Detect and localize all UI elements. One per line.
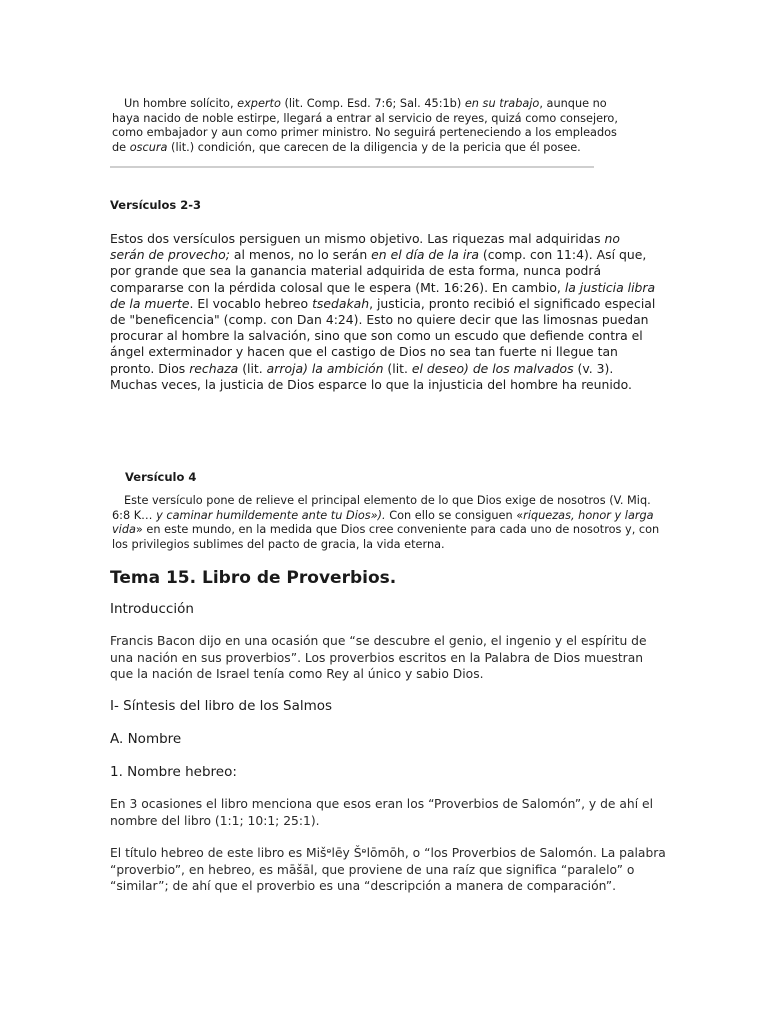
paragraph-riquezas: Estos dos versículos persiguen un mismo objetivo. Las riquezas mal adquiridas no serán de provecho; al menos, no lo serán en el día de la ira (comp. con 11:4). Así que, por grande que sea la ganancia material adquirida de esta forma, nunca podrá compararse con la pérdida colosal que le espera (Mt. 16:26). En cambio, la justicia libra de la muerte. El vocablo hebreo tsedakah, justicia, pronto recibió el significado especial de "beneficencia" (comp. con Dan 4:24). Esto no quiere decir que las limosnas puedan procurar al hombre la salvación, sino que son como un escudo que defiende contra el ángel exterminador y hacen que el castigo de Dios no sea tan fuerte ni llegue tan pronto. Dios rechaza (lit. arroja) la ambición (lit. el deseo) de los malvados (v. 3). Muchas veces, la justicia de Dios esparce lo que la injusticia del hombre ha reunido. [110,231,656,392]
heading-nombre: A. Nombre [110,731,182,747]
tema-title: Tema 15. Libro de Proverbios. [110,568,397,588]
paragraph-experto: Un hombre solícito, experto (lit. Comp. Esd. 7:6; Sal. 45:1b) en su trabajo, aunque no haya nacido de noble estirpe, llegará a entrar al servicio de reyes, quizá como consejero, como embajador y aun como primer ministro. No seguirá perteneciendo a los empleados de oscura (lit.) condición, que carecen de la diligencia y de la pericia que él posee. [112,97,618,154]
heading-versiculos-2-3: Versículos 2-3 [110,198,202,212]
paragraph-versiculo-4: Este versículo pone de relieve el principal elemento de lo que Dios exige de nosotros (V. Miq. 6:8 K… y caminar humildemente ante tu Dios»). Con ello se consiguen «riquezas, honor y larga vida» en este mundo, en la medida que Dios cree conveniente para cada uno de nosotros y, con los privilegios sublimes del pacto de gracia, la vida eterna. [112,494,660,551]
heading-introduccion: Introducción [110,601,194,617]
paragraph-titulo-hebreo: El título hebreo de este libro es Mišᶱlēy Šᶱlōmōh, o “los Proverbios de Salomón. La palabra “proverbio”, en hebreo, es māšāl, que proviene de una raíz que significa “paralelo” o “similar”; de ahí que el proverbio es una “descripción a manera de comparación”. [110,846,666,894]
heading-nombre-hebreo: 1. Nombre hebreo: [110,764,237,780]
heading-versiculo-4: Versículo 4 [125,470,197,484]
paragraph-tres-ocasiones: En 3 ocasiones el libro menciona que esos eran los “Proverbios de Salomón”, y de ahí el nombre del libro (1:1; 10:1; 25:1). [110,797,654,828]
horizontal-divider [110,166,594,168]
heading-sintesis: I- Síntesis del libro de los Salmos [110,698,333,714]
paragraph-francis-bacon: Francis Bacon dijo en una ocasión que “se descubre el genio, el ingenio y el espíritu de una nación en sus proverbios”. Los proverbios escritos en la Palabra de Dios muestran que la nación de Israel tenía como Rey al único y sabio Dios. [110,634,647,682]
